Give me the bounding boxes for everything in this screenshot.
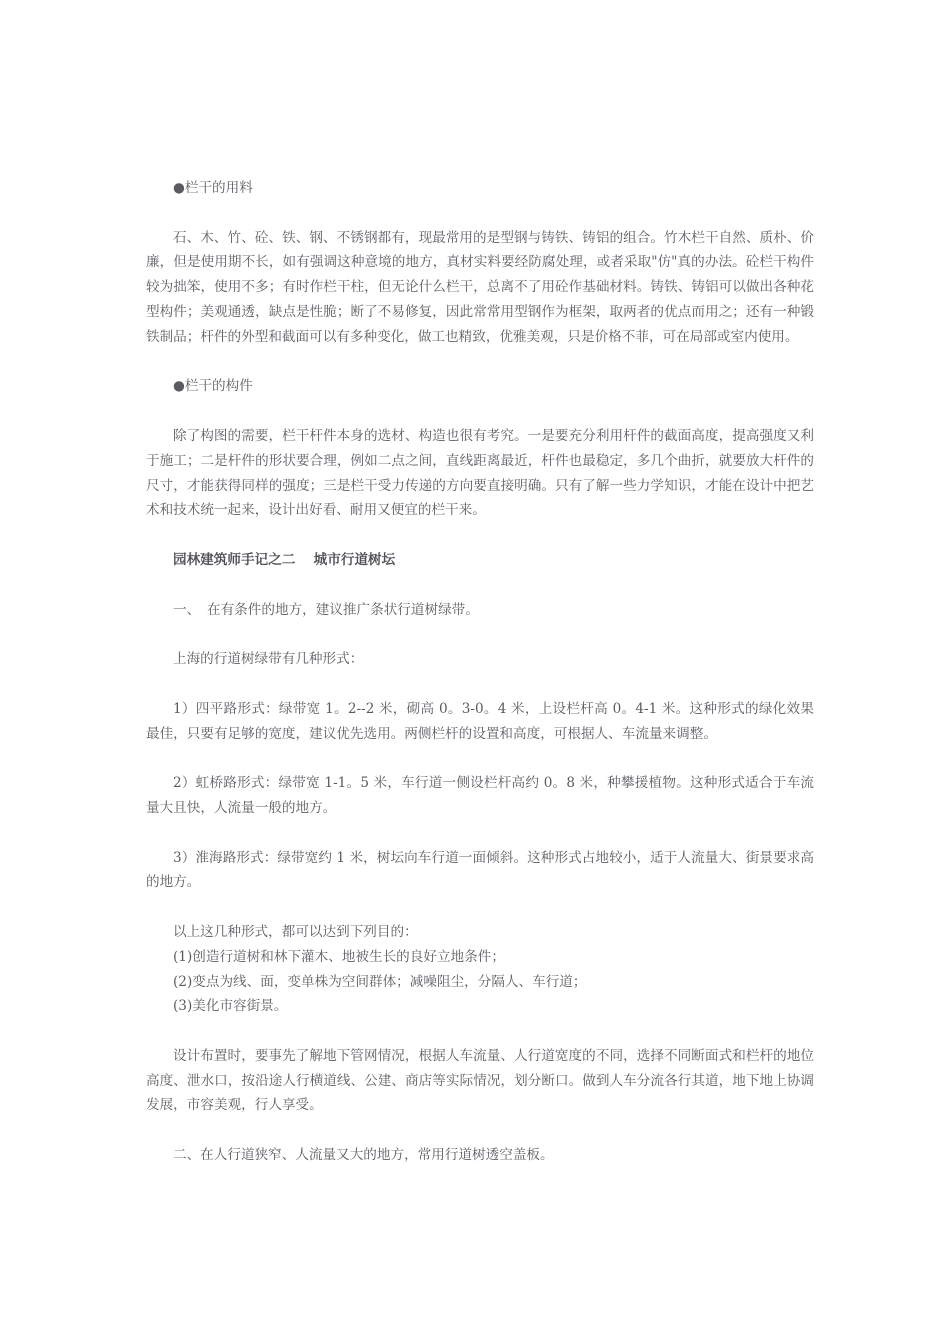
section-heading-components: ●栏干的构件	[173, 378, 253, 395]
paragraph-components: 除了构图的需要，栏干杆件本身的选材、构造也很有考究。一是要充分利用杆件的截面高度，提高强度又利于施工；二是杆件的形状要合理，例如二点之间，直线距离最近，杆件也最稳定，多几个曲折，就要放大杆件的尺寸，才能获得同样的强度；三是栏干受力传递的方向要直接明确。只有了解一些力学知识，才能在设计中把艺术和技术统一起来，设计出好看、耐用又便宜的栏干来。	[146, 427, 814, 519]
goals-intro: 以上这几种形式，都可以达到下列目的：	[173, 923, 418, 940]
point-two: 二、在人行道狭窄、人流量又大的地方，常用行道树透空盖板。	[173, 1147, 554, 1164]
goal-item-3: (3)美化市容街景。	[173, 998, 288, 1015]
form-hongqiao: 2）虹桥路形式：绿带宽 1-1。5 米，车行道一侧设栏杆高约 0。8 米，种攀援植物。这种形式适合于车流量大且快，人流量一般的地方。	[146, 775, 814, 816]
form-huaihai: 3）淮海路形式：绿带宽约 1 米，树坛向车行道一面倾斜。这种形式占地较小，适于人流量大、街景要求高的地方。	[146, 849, 814, 891]
section-heading-materials: ●栏干的用料	[173, 180, 253, 196]
form-siping: 1）四平路形式：绿带宽 1。2--2 米，砌高 0。3-0。4 米，上设栏杆高 0。4-1 米。这种形式的绿化效果最佳，只要有足够的宽度，建议优先选用。两侧栏杆的设置和高度，可根据人、车流量来调整。	[146, 700, 814, 742]
goal-item-1: (1)创造行道树和林下灌木、地被生长的良好立地条件；	[173, 948, 505, 965]
paragraph-design: 设计布置时，要事先了解地下管网情况，根据人车流量、人行道宽度的不同，选择不同断面式和栏杆的地位高度、泄水口，按沿途人行横道线、公建、商店等实际情况，划分断口。做到人车分流各行其道，地下地上协调发展，市容美观，行人享受。	[146, 1047, 814, 1114]
goal-item-2: (2)变点为线、面，变单株为空间群体；减噪阻尘，分隔人、车行道；	[173, 973, 587, 990]
paragraph-materials: 石、木、竹、砼、铁、钢、不锈钢都有，现最常用的是型钢与铸铁、铸铝的组合。竹木栏干自然、质朴、价廉，但是使用期不长，如有强调这种意境的地方，真材实料要经防腐处理，或者采取"仿"真的办法。砼栏干构件较为拙笨，使用不多；有时作栏干柱，但无论什么栏干，总离不了用砼作基础材料。铸铁、铸铝可以做出各种花型构件；美观通透，缺点是性脆；断了不易修复，因此常常用型钢作为框架，取两者的优点而用之；还有一种锻铁制品；杆件的外型和截面可以有多种变化，做工也精致，优雅美观，只是价格不菲，可在局部或室内使用。	[146, 229, 814, 345]
point-one: 一、 在有条件的地方，建议推广条状行道树绿带。	[173, 601, 479, 618]
article-title: 园林建筑师手记之二 城市行道树坛	[173, 551, 396, 568]
intro-forms: 上海的行道树绿带有几种形式：	[173, 651, 364, 668]
document-body	[146, 176, 814, 1168]
